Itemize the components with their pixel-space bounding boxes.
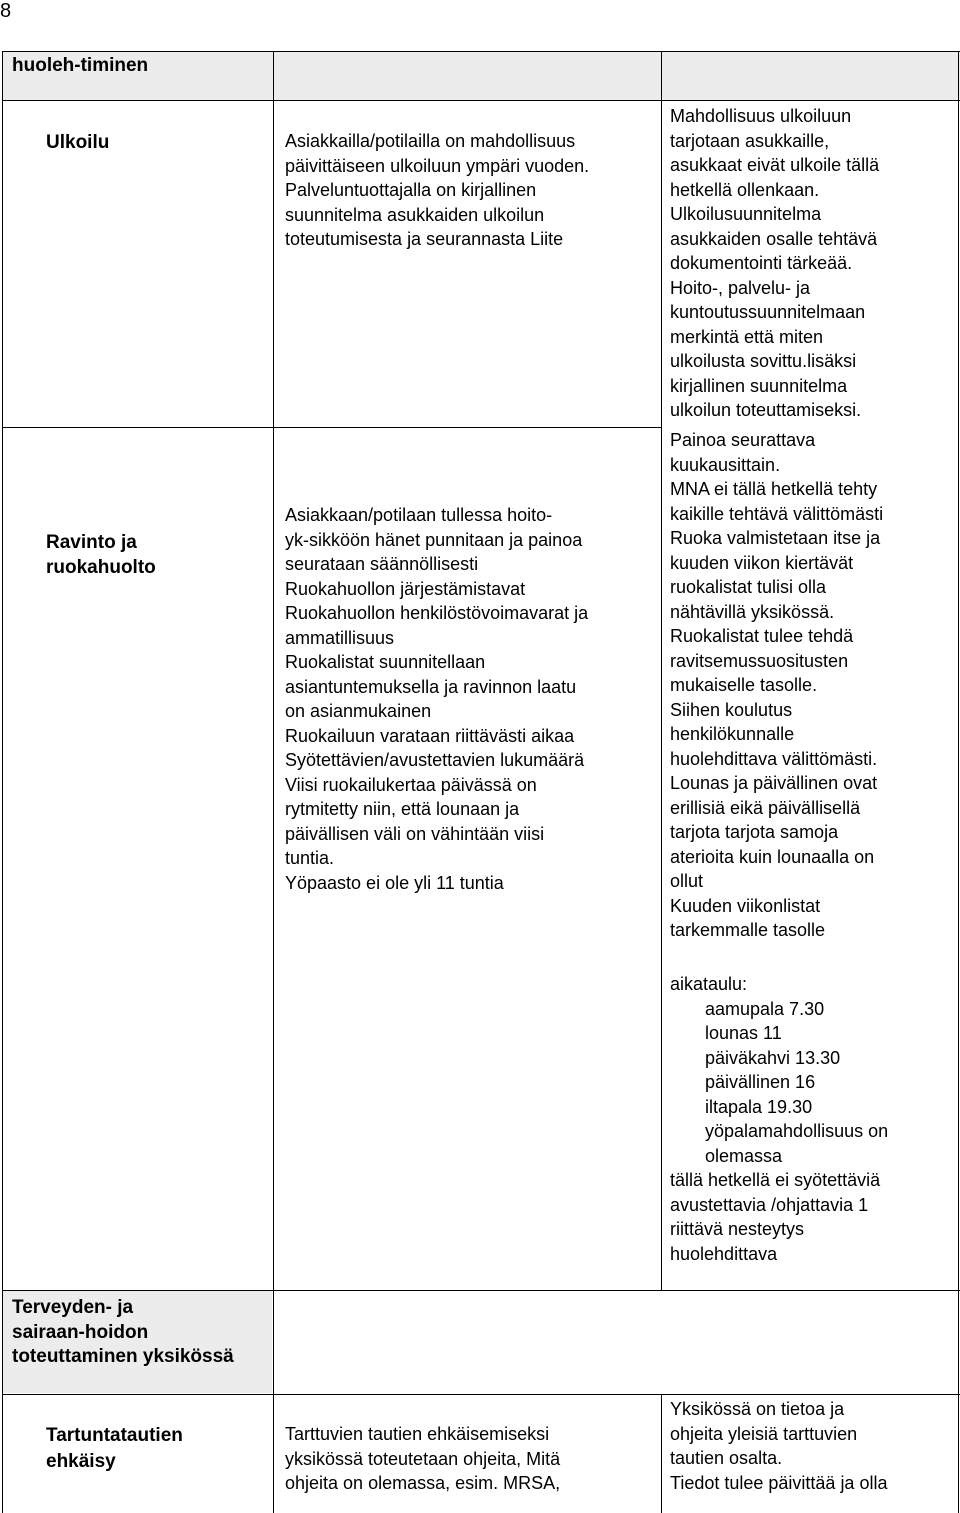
- text-line: Tarttuvien tautien ehkäisemiseksi: [285, 1424, 550, 1444]
- text-line: Yöpaasto ei ole yli 11 tuntia: [285, 872, 504, 893]
- tartunta-standard: [285, 1422, 560, 1496]
- text-line: Hoito-, palvelu- ja: [670, 277, 811, 298]
- schedule-title: aikataulu:: [670, 974, 748, 994]
- text-line: tällä hetkellä ei syötettäviä: [670, 1170, 881, 1190]
- text-line: Ruokalistat tulee tehdä: [670, 626, 854, 646]
- text-line: Kuuden viikonlistat: [670, 895, 821, 916]
- row-divider-tartunta: [2, 1394, 960, 1395]
- text-line: dokumentointi tärkeää.: [670, 253, 853, 273]
- header-bottom-border: [2, 100, 960, 101]
- text-line: asukkaiden osalle tehtävä: [670, 228, 878, 249]
- text-line: on asianmukainen: [285, 701, 432, 721]
- col-border-right: [958, 51, 959, 1513]
- text-line: kirjallinen suunnitelma: [670, 375, 848, 396]
- schedule-item: päivällinen 16: [705, 1072, 816, 1092]
- text-line: päivällisen väli on vähintään viisi: [285, 823, 545, 844]
- text-line: ohjeita on olemassa, esim. MRSA,: [285, 1473, 561, 1493]
- label-line: ehkäisy: [46, 1451, 116, 1472]
- text-line: Ruoka valmistetaan itse ja: [670, 528, 881, 548]
- row-divider-section: [2, 1290, 960, 1291]
- text-line: seurataan säännöllisesti: [285, 554, 479, 574]
- ravinto-assessment: [670, 428, 883, 943]
- text-line: Ruokahuollon järjestämistavat: [285, 578, 526, 599]
- text-line: asiantuntemuksella ja ravinnon laatu: [285, 676, 577, 697]
- ulkoilu-assessment: [670, 104, 879, 423]
- text-line: ravitsemussuositusten: [670, 650, 849, 671]
- col-border-1: [273, 51, 274, 1513]
- text-line: toteutumisesta ja seurannasta Liite: [285, 229, 564, 249]
- text-line: Yksikössä on tietoa ja: [670, 1399, 845, 1419]
- text-line: ammatillisuus: [285, 627, 395, 648]
- text-line: Asiakkaan/potilaan tullessa hoito-: [285, 505, 553, 525]
- ravinto-schedule: [670, 972, 888, 1266]
- text-line: Painoa seurattava: [670, 430, 816, 450]
- text-line: kuuden viikon kiertävät: [670, 552, 854, 573]
- text-line: MNA ei tällä hetkellä tehty: [670, 479, 878, 499]
- header-label: huoleh-timinen: [12, 55, 149, 76]
- text-line: yksikössä toteutetaan ohjeita, Mitä: [285, 1448, 561, 1469]
- text-line: suunnitelma asukkaiden ulkoilun: [285, 204, 545, 225]
- tartunta-assessment: [670, 1397, 887, 1495]
- label-line: sairaan-hoidon: [12, 1321, 149, 1343]
- ulkoilu-label: Ulkoilu: [46, 132, 110, 153]
- text-line: tarkemmalle tasolle: [670, 920, 826, 940]
- table-top-border: [2, 51, 960, 52]
- text-line: tautien osalta.: [670, 1448, 783, 1468]
- text-line: asukkaat eivät ulkoile tällä: [670, 155, 880, 175]
- text-line: Syötettävien/avustettavien lukumäärä: [285, 750, 585, 770]
- schedule-item: aamupala 7.30: [705, 998, 825, 1019]
- text-line: ulkoilusta sovittu.lisäksi: [670, 351, 857, 371]
- text-line: avustettavia /ohjattavia 1: [670, 1194, 869, 1215]
- text-line: aterioita kuin lounaalla on: [670, 846, 875, 867]
- tartunta-label: [46, 1423, 183, 1475]
- text-line: Ruokahuollon henkilöstövoimavarat ja: [285, 603, 589, 623]
- text-line: nähtävillä yksikössä.: [670, 601, 835, 622]
- text-line: huolehdittava välittömästi.: [670, 748, 878, 769]
- label-line: Tartuntatautien: [46, 1425, 183, 1446]
- text-line: Mahdollisuus ulkoiluun: [670, 106, 852, 126]
- text-line: Tiedot tulee päivittää ja olla: [670, 1472, 888, 1493]
- section-label: [12, 1296, 234, 1370]
- schedule-item: päiväkahvi 13.30: [705, 1047, 841, 1068]
- text-line: Ruokailuun varataan riittävästi aikaa: [285, 725, 575, 746]
- text-line: Palveluntuottajalla on kirjallinen: [285, 180, 537, 200]
- col-border-left: [2, 51, 3, 1513]
- text-line: Ulkoilusuunnitelma: [670, 204, 822, 224]
- text-line: tarjotaan asukkaille,: [670, 130, 830, 151]
- page-number: 8: [0, 0, 12, 22]
- row-divider-ulkoilu: [2, 427, 662, 428]
- text-line: ulkoilun toteuttamiseksi.: [670, 400, 862, 420]
- ravinto-standard: [285, 503, 588, 895]
- text-line: kuukausittain.: [670, 454, 781, 475]
- text-line: erillisiä eikä päivällisellä: [670, 797, 861, 818]
- text-line: tarjota tarjota samoja: [670, 822, 839, 842]
- text-line: ollut: [670, 871, 704, 891]
- schedule-item: yöpalamahdollisuus on: [705, 1121, 889, 1141]
- ravinto-label: [46, 531, 156, 580]
- label-line: toteuttaminen yksikössä: [12, 1346, 234, 1367]
- text-line: hetkellä ollenkaan.: [670, 179, 820, 200]
- col-border-2b: [661, 1394, 662, 1513]
- text-line: rytmitetty niin, että lounaan ja: [285, 799, 520, 819]
- text-line: Siihen koulutus: [670, 699, 793, 720]
- text-line: ohjeita yleisiä tarttuvien: [670, 1423, 858, 1444]
- label-line: Terveyden- ja: [12, 1297, 134, 1318]
- col-border-2: [661, 51, 662, 1290]
- text-line: ruokalistat tulisi olla: [670, 577, 827, 597]
- text-line: Asiakkailla/potilailla on mahdollisuus: [285, 131, 576, 151]
- text-line: Ruokalistat suunnitellaan: [285, 652, 486, 672]
- text-line: Lounas ja päivällinen ovat: [670, 773, 878, 793]
- text-line: merkintä että miten: [670, 326, 824, 347]
- text-line: mukaiselle tasolle.: [670, 675, 818, 695]
- text-line: tuntia.: [285, 848, 335, 868]
- text-line: kaikille tehtävä välittömästi: [670, 503, 884, 524]
- text-line: riittävä nesteytys: [670, 1219, 805, 1239]
- schedule-item: iltapala 19.30: [705, 1096, 813, 1117]
- text-line: henkilökunnalle: [670, 724, 795, 744]
- schedule-item: lounas 11: [705, 1023, 782, 1043]
- text-line: kuntoutussuunnitelmaan: [670, 302, 866, 322]
- label-line: ruokahuolto: [46, 556, 156, 578]
- text-line: yk-sikköön hänet punnitaan ja painoa: [285, 529, 583, 550]
- text-line: Viisi ruokailukertaa päivässä on: [285, 774, 537, 795]
- text-line: päivittäiseen ulkoiluun ympäri vuoden.: [285, 155, 590, 176]
- schedule-item: olemassa: [705, 1145, 783, 1166]
- text-line: huolehdittava: [670, 1243, 778, 1264]
- label-line: Ravinto ja: [46, 532, 137, 553]
- ulkoilu-standard: [285, 129, 589, 252]
